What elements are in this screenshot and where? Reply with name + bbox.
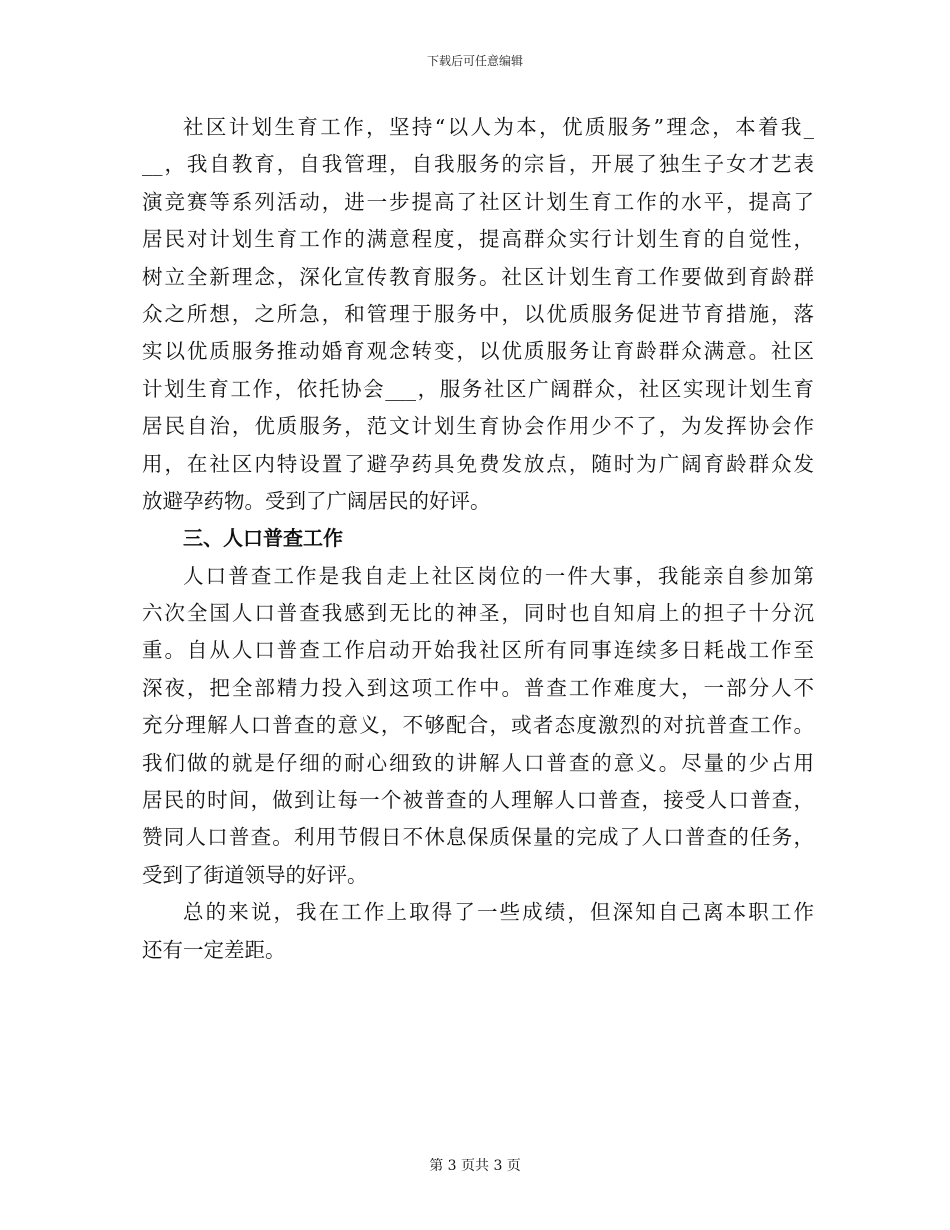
- page-header: 下载后可任意编辑: [426, 54, 523, 68]
- text-line: 众之所想，之所急，和管理于服务中，以优质服务促进节育措施，落: [142, 301, 814, 326]
- text-line: 树立全新理念，深化宣传教育服务。社区计划生育工作要做到育龄群: [142, 264, 814, 289]
- paragraph-census: [142, 558, 814, 895]
- text-line: 赞同人口普查。利用节假日不休息保质保量的完成了人口普查的任务，: [142, 825, 814, 850]
- text-line: 六次全国人口普查我感到无比的神圣，同时也自知肩上的担子十分沉: [142, 601, 814, 626]
- text-line: 我们做的就是仔细的耐心细致的讲解人口普查的意义。尽量的少占用: [142, 750, 814, 775]
- paragraph-summary: [142, 894, 814, 969]
- text-line: 深夜，把全部精力投入到这项工作中。普查工作难度大，一部分人不: [142, 675, 814, 700]
- text-line: __，我自教育，自我管理，自我服务的宗旨，开展了独生子女才艺表: [142, 152, 814, 177]
- text-line: 还有一定差距。: [142, 937, 286, 962]
- text-line: 居民对计划生育工作的满意程度，提高群众实行计划生育的自觉性，: [142, 227, 814, 252]
- text-line: 受到了街道领导的好评。: [142, 862, 368, 887]
- document-body: [142, 109, 814, 969]
- text-line: 放避孕药物。受到了广阔居民的好评。: [142, 488, 491, 513]
- section-heading: 三、人口普查工作: [183, 526, 343, 551]
- text-line: 居民的时间，做到让每一个被普查的人理解人口普查，接受人口普查，: [142, 788, 814, 813]
- text-line: 充分理解人口普查的意义，不够配合，或者态度激烈的对抗普查工作。: [142, 713, 814, 738]
- text-line: 演竞赛等系列活动，进一步提高了社区计划生育工作的水平，提高了: [142, 189, 814, 214]
- page-footer: 第 3 页共 3 页: [429, 1158, 521, 1174]
- text-line: 总的来说，我在工作上取得了一些成绩，但深知自己离本职工作: [183, 900, 814, 925]
- text-line: 居民自治，优质服务，范文计划生育协会作用少不了，为发挥协会作: [142, 414, 814, 439]
- text-line: 人口普查工作是我自走上社区岗位的一件大事，我能亲自参加第: [183, 563, 814, 588]
- text-line: 计划生育工作，依托协会___，服务社区广阔群众，社区实现计划生育: [142, 376, 814, 401]
- text-line: 用，在社区内特设置了避孕药具免费发放点，随时为广阔育龄群众发: [142, 451, 814, 476]
- text-line: 重。自从人口普查工作启动开始我社区所有同事连续多日耗战工作至: [142, 638, 814, 663]
- text-line: 社区计划生育工作，坚持“以人为本，优质服务”理念，本着我_: [183, 115, 814, 139]
- paragraph-family-planning: [142, 109, 814, 520]
- text-line: 实以优质服务推动婚育观念转变，以优质服务让育龄群众满意。社区: [142, 339, 814, 364]
